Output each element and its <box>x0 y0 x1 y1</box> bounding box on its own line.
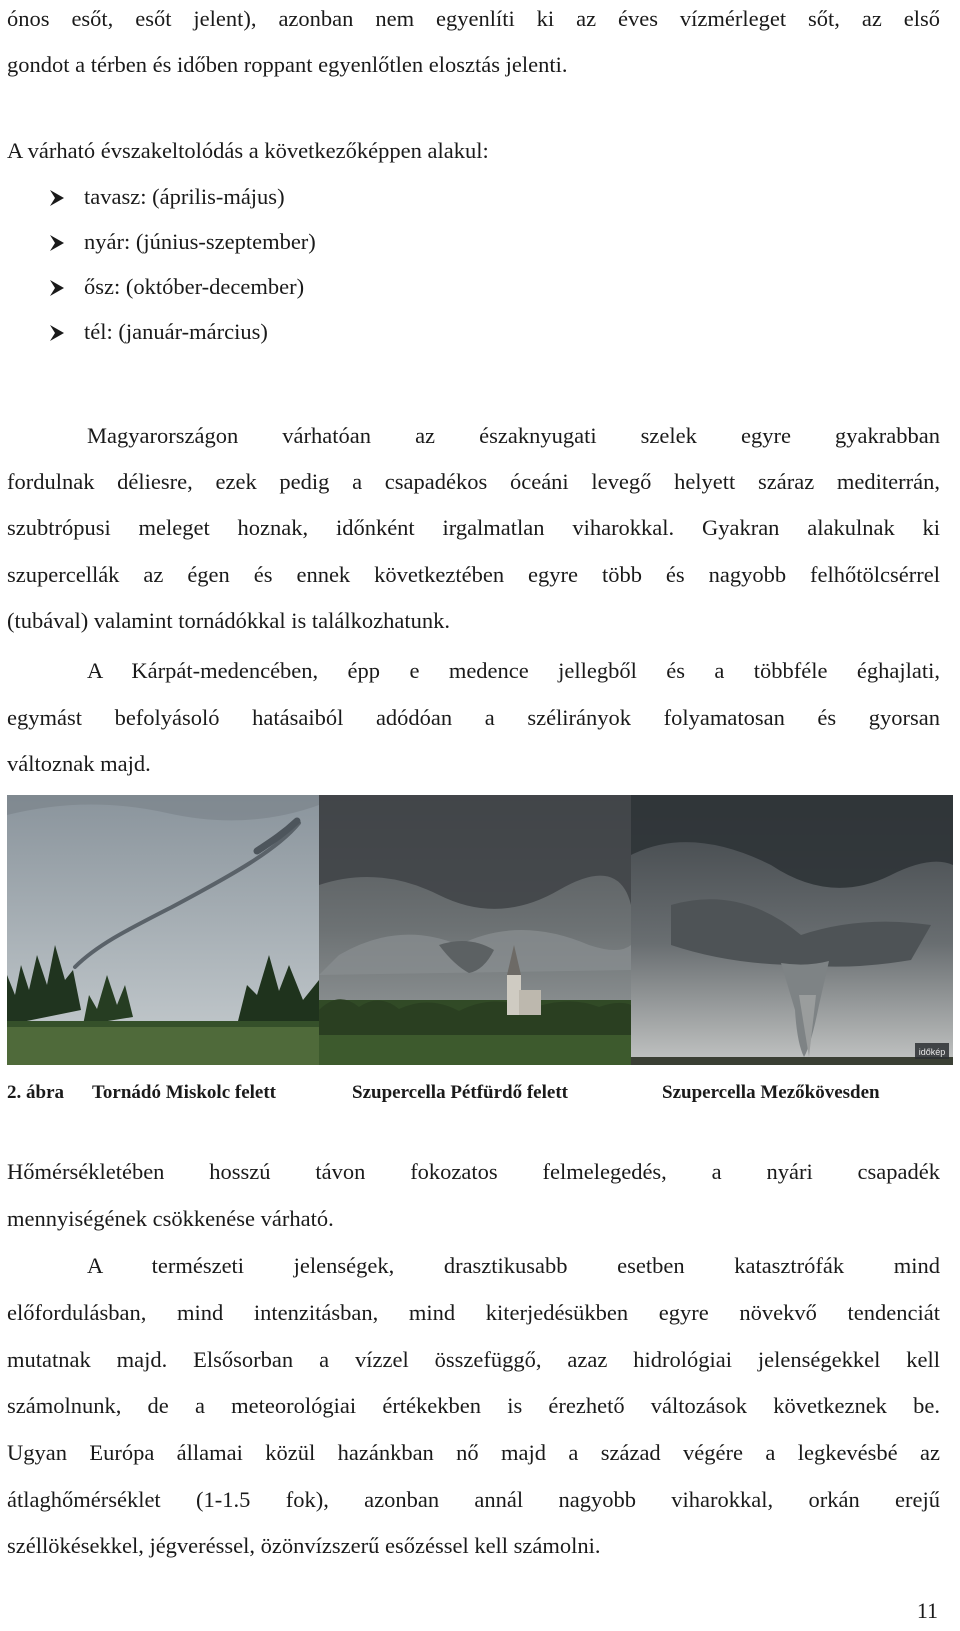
text-line: számolnunk, de a meteorológiai értékekben is érezhető változások következnek be. <box>7 1393 940 1418</box>
text-line: szubtrópusi meleget hoznak, időnként irgalmatlan viharokkal. Gyakran alakulnak ki <box>7 515 940 540</box>
text-line: gondot a térben és időben roppant egyenlőtlen elosztás jelenti. <box>7 52 568 77</box>
season-label: ősz: (október-december) <box>84 274 305 299</box>
arrow-bullet-icon <box>48 273 84 301</box>
season-label: nyár: (június-szeptember) <box>84 229 316 254</box>
text-line: ónos esőt, esőt jelent), azonban nem egyenlíti ki az éves vízmérleget sőt, az első <box>7 6 940 31</box>
page-number: 11 <box>916 1598 938 1623</box>
text-line: előfordulásban, mind intenzitásban, mind kiterjedésükben egyre növekvő tendenciát <box>7 1300 940 1325</box>
text-line: (tubával) valamint tornádókkal is találkozhatunk. <box>7 608 450 633</box>
list-item <box>48 318 268 346</box>
figure-caption: Szupercella Mezőkövesden <box>662 1082 880 1103</box>
list-item <box>48 228 316 256</box>
season-label: tél: (január-március) <box>84 319 268 344</box>
watermark-label: időkép <box>918 1047 946 1057</box>
season-label: tavasz: (április-május) <box>84 184 285 209</box>
figure-label: 2. ábra <box>7 1082 64 1103</box>
text-line: széllökésekkel, jégveréssel, özönvízszerű esőzéssel kell számolni. <box>7 1533 601 1558</box>
text-line: átlaghőmérséklet (1-1.5 fok), azonban annál nagyobb viharokkal, orkán erejű <box>7 1487 940 1512</box>
arrow-bullet-icon <box>48 228 84 256</box>
season-intro: A várható évszakeltolódás a következőképpen alakul: <box>7 138 489 163</box>
text-line: A természeti jelenségek, drasztikusabb esetben katasztrófák mind <box>87 1253 940 1278</box>
text-line: Magyarországon várhatóan az északnyugati szelek egyre gyakrabban <box>87 423 940 448</box>
text-line: szupercellák az égen és ennek következtében egyre több és nagyobb felhőtölcsérrel <box>7 562 940 587</box>
photo-tornado-miskolc <box>7 795 319 1065</box>
arrow-bullet-icon <box>48 318 84 346</box>
figure-caption: Szupercella Pétfürdő felett <box>352 1082 568 1103</box>
text-line: változnak majd. <box>7 751 151 776</box>
text-line: Ugyan Európa államai közül hazánkban nő majd a század végére a legkevésbé az <box>7 1440 940 1465</box>
text-line: Hőmérsékletében hosszú távon fokozatos felmelegedés, a nyári csapadék <box>7 1159 940 1184</box>
text-line: A Kárpát-medencében, épp e medence jellegből és a többféle éghajlati, <box>87 658 940 683</box>
list-item <box>48 183 285 211</box>
text-line: mutatnak majd. Elsősorban a vízzel összefüggő, azaz hidrológiai jelenségekkel kell <box>7 1347 940 1372</box>
arrow-bullet-icon <box>48 183 84 211</box>
photo-supercell-mezokovesd <box>631 795 953 1065</box>
text-line: fordulnak déliesre, ezek pedig a csapadékos óceáni levegő helyett száraz mediterrán, <box>7 469 940 494</box>
text-line: mennyiségének csökkenése várható. <box>7 1206 334 1231</box>
photo-supercell-petfurdo <box>319 795 631 1065</box>
figure-caption: Tornádó Miskolc felett <box>92 1082 277 1103</box>
text-line: egymást befolyásoló hatásaiból adódóan a szélirányok folyamatosan és gyorsan <box>7 705 940 730</box>
list-item <box>48 273 304 301</box>
